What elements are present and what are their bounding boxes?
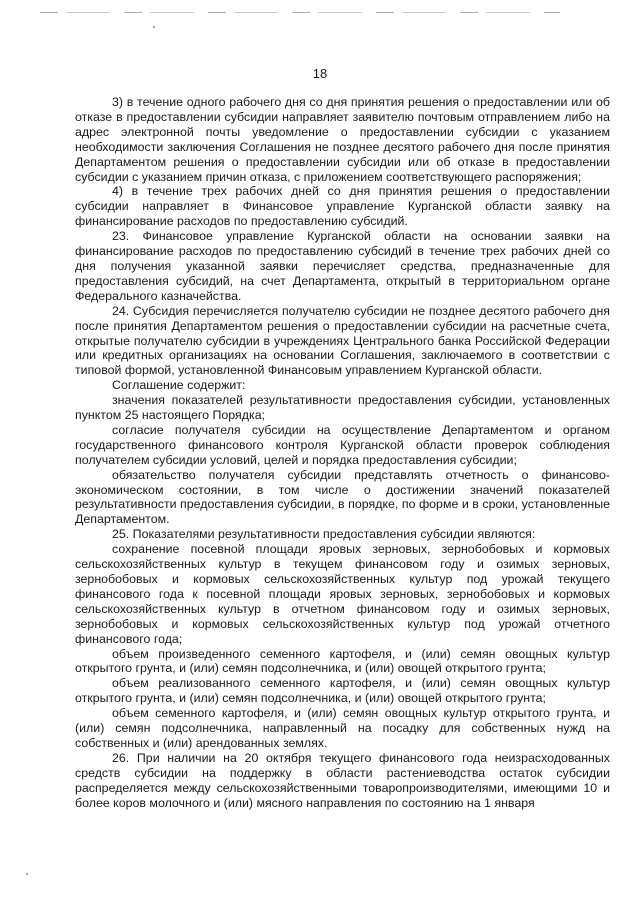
paragraph-agreement-indicators: значения показателей результативности предоставления субсидии, установленных пунктом 25 настоящего Порядка; — [75, 393, 610, 423]
document-body — [75, 95, 610, 811]
paragraph-indicator-sold: объем реализованного семенного картофеля, и (или) семян овощных культур открытого грунта, и (или) семян подсолнечника, и (или) овощей открытого грунта; — [75, 676, 610, 706]
paragraph-clause-24: 24. Субсидия перечисляется получателю субсидии не позднее десятого рабочего дня после принятия Департаментом решения о предоставлении субсидии на расчетные счета, открытые получателю субсидии в учреждениях Центрального банка Российской Федерации или кредитных организациях на основании Соглашения, заключаемого в соответствии с типовой формой, установленной Финансовым управлением Курганской области. — [75, 303, 610, 378]
paragraph-indicator-planted: объем семенного картофеля, и (или) семян овощных культур открытого грунта, и (или) семян подсолнечника, направленный на посадку для собственных нужд на собственных и (или) арендованных землях. — [75, 706, 610, 750]
paragraph-clause-26: 26. При наличии на 20 октября текущего финансового года неизрасходованных средств субсидии на поддержку в области растениеводства остаток субсидии распределяется между сельскохозяйственными товаропроизводителями, имеющими 10 и более коров молочного и (или) мясного направления по состоянию на 1 января — [75, 750, 610, 810]
paragraph-item-3: 3) в течение одного рабочего дня со дня принятия решения о предоставлении или об отказе в предоставлении субсидии направляет заявителю почтовым отправлением либо на адрес электронной почты уведомление о предоставлении субсидии с указанием необходимости заключения Соглашения не позднее десятого рабочего дня после принятия Департаментом решения о предоставлении субсидии или об отказе в предоставлении субсидии с указанием причин отказа, с приложением соответствующего распоряжения; — [75, 95, 610, 184]
paragraph-agreement-intro: Соглашение содержит: — [112, 378, 246, 393]
paragraph-agreement-reporting: обязательство получателя субсидии представлять отчетность о финансово-экономическом состоянии, в том числе о достижении значений показателей результативности предоставления субсидии, в порядке, по форме и в сроки, установленные Департаментом. — [75, 467, 610, 527]
scan-speck — [153, 26, 155, 28]
page-number: 18 — [312, 66, 328, 81]
scan-edge-artifact — [40, 12, 560, 13]
paragraph-indicator-produced: объем произведенного семенного картофеля, и (или) семян овощных культур открытого грунта, и (или) семян подсолнечника, и (или) овощей открытого грунта; — [75, 646, 610, 676]
paragraph-clause-23: 23. Финансовое управление Курганской области на основании заявки на финансирование расходов по предоставлению субсидий в течение трех рабочих дней со дня получения указанной заявки перечисляет средства, предназначенные для предоставления субсидий, на счет Департамента, открытый в территориальном органе Федерального казначейства. — [75, 229, 610, 303]
paragraph-item-4: 4) в течение трех рабочих дней со дня принятия решения о предоставлении субсидии направляет в Финансовое управление Курганской области заявку на финансирование расходов по предоставлению субсидий. — [75, 184, 610, 229]
paragraph-agreement-consent: согласие получателя субсидии на осуществление Департаментом и органом государственного финансового контроля Курганской области проверок соблюдения получателем субсидии условий, целей и порядка предоставления субсидии; — [75, 422, 610, 467]
paragraph-clause-25: 25. Показателями результативности предоставления субсидии являются: — [112, 527, 536, 542]
scan-speck — [26, 873, 28, 875]
paragraph-indicator-sown-area: сохранение посевной площади яровых зерновых, зернобобовых и кормовых сельскохозяйственных культур в текущем финансовом году и озимых зерновых, зернобобовых и кормовых сельскохозяйственных культур под урожай текущего финансового года к посевной площади яровых зерновых, зернобобовых и кормовых сельскохозяйственных культур в отчетном финансовом году и озимых зерновых, зернобобовых и кормовых сельскохозяйственных культур под урожай отчетного финансового года; — [75, 542, 610, 646]
